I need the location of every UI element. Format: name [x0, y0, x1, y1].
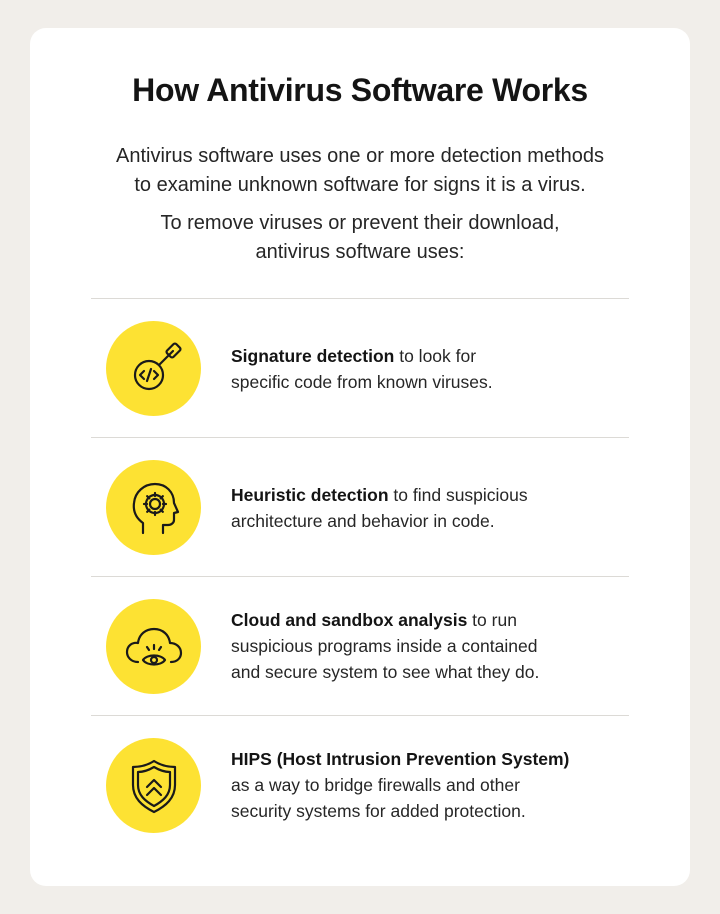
- intro-line: To remove viruses or prevent their download,: [160, 212, 560, 234]
- method-text: specific code from known viruses.: [231, 372, 493, 392]
- method-name: Cloud and sandbox analysis: [231, 610, 468, 630]
- method-name: Heuristic detection: [231, 485, 389, 505]
- method-text: suspicious programs inside a contained: [231, 636, 538, 656]
- method-item-hips: [0, 716, 720, 855]
- method-text: and secure system to see what they do.: [231, 662, 540, 682]
- icon-badge: [106, 738, 201, 833]
- method-description: [231, 482, 631, 534]
- intro-paragraph-1: [0, 142, 720, 200]
- icon-badge: [106, 321, 201, 416]
- method-description: [231, 746, 631, 824]
- intro-line: antivirus software uses:: [255, 241, 465, 263]
- page-title: How Antivirus Software Works: [132, 72, 588, 108]
- method-text: to look for: [394, 346, 477, 366]
- intro-line: to examine unknown software for signs it is a virus.: [134, 174, 586, 196]
- method-item-cloud-sandbox-analysis: [0, 577, 720, 716]
- method-text: security systems for added protection.: [231, 801, 526, 821]
- method-text: to find suspicious: [388, 485, 528, 505]
- icon-badge: [106, 460, 201, 555]
- method-item-signature-detection: [0, 299, 720, 438]
- method-description: [231, 343, 631, 395]
- magnifier-code-icon: [119, 334, 189, 404]
- method-text: as a way to bridge firewalls and other: [231, 775, 520, 795]
- intro-line: Antivirus software uses one or more detection methods: [115, 145, 605, 167]
- method-description: [231, 607, 631, 685]
- method-item-heuristic-detection: [0, 438, 720, 577]
- head-gear-icon: [119, 473, 189, 543]
- method-text: to run: [467, 610, 517, 630]
- method-name: HIPS (Host Intrusion Prevention System): [231, 749, 570, 769]
- cloud-eye-icon: [119, 612, 189, 682]
- intro-text: [0, 142, 720, 263]
- method-text: architecture and behavior in code.: [231, 511, 495, 531]
- method-name: Signature detection: [231, 346, 395, 366]
- intro-paragraph-2: [0, 209, 720, 267]
- icon-badge: [106, 599, 201, 694]
- shield-arrows-icon: [119, 751, 189, 821]
